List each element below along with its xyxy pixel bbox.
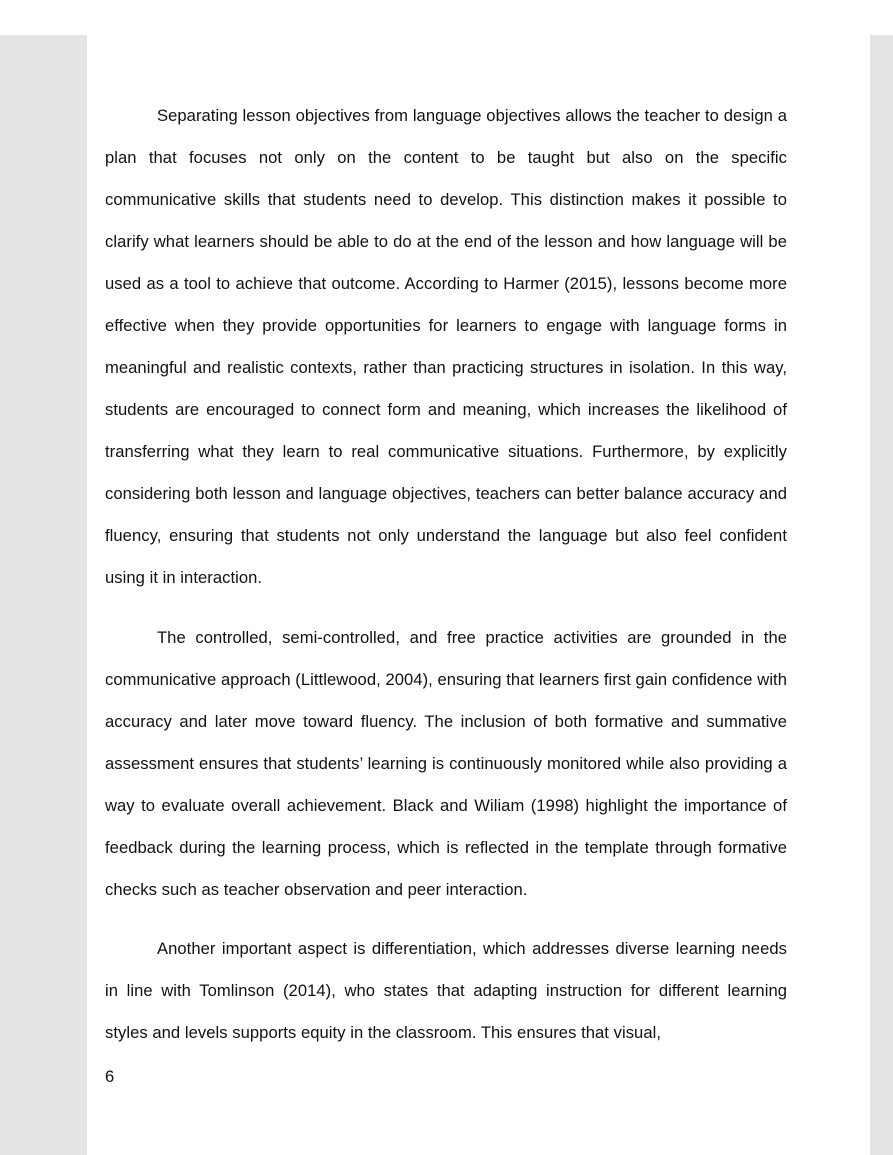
page-number: 6	[105, 1067, 115, 1086]
paragraph-3: Another important aspect is differentiation, which addresses diverse learning needs in line with Tomlinson (2014), who states that adapting instruction for different learning styles and levels supports equity in the classroom. This ensures that visual,	[105, 939, 787, 1042]
document-page	[87, 35, 870, 1155]
paragraph-1: Separating lesson objectives from language objectives allows the teacher to design a plan that focuses not only on the content to be taught but also on the specific communicative skills that students need to develop. This distinction makes it possible to clarify what learners should be able to do at the end of the lesson and how language will be used as a tool to achieve that outcome. According to Harmer (2015), lessons become more effective when they provide opportunities for learners to engage with language forms in meaningful and realistic contexts, rather than practicing structures in isolation. In this way, students are encouraged to connect form and meaning, which increases the likelihood of transferring what they learn to real communicative situations. Furthermore, by explicitly considering both lesson and language objectives, teachers can better balance accuracy and fluency, ensuring that students not only understand the language but also feel confident using it in interaction.	[105, 106, 787, 587]
paragraph-2: The controlled, semi-controlled, and free practice activities are grounded in the communicative approach (Littlewood, 2004), ensuring that learners first gain confidence with accuracy and later move toward fluency. The inclusion of both formative and summative assessment ensures that students’ learning is continuously monitored while also providing a way to evaluate overall achievement. Black and Wiliam (1998) highlight the importance of feedback during the learning process, which is reflected in the template through formative checks such as teacher observation and peer interaction.	[105, 628, 787, 899]
